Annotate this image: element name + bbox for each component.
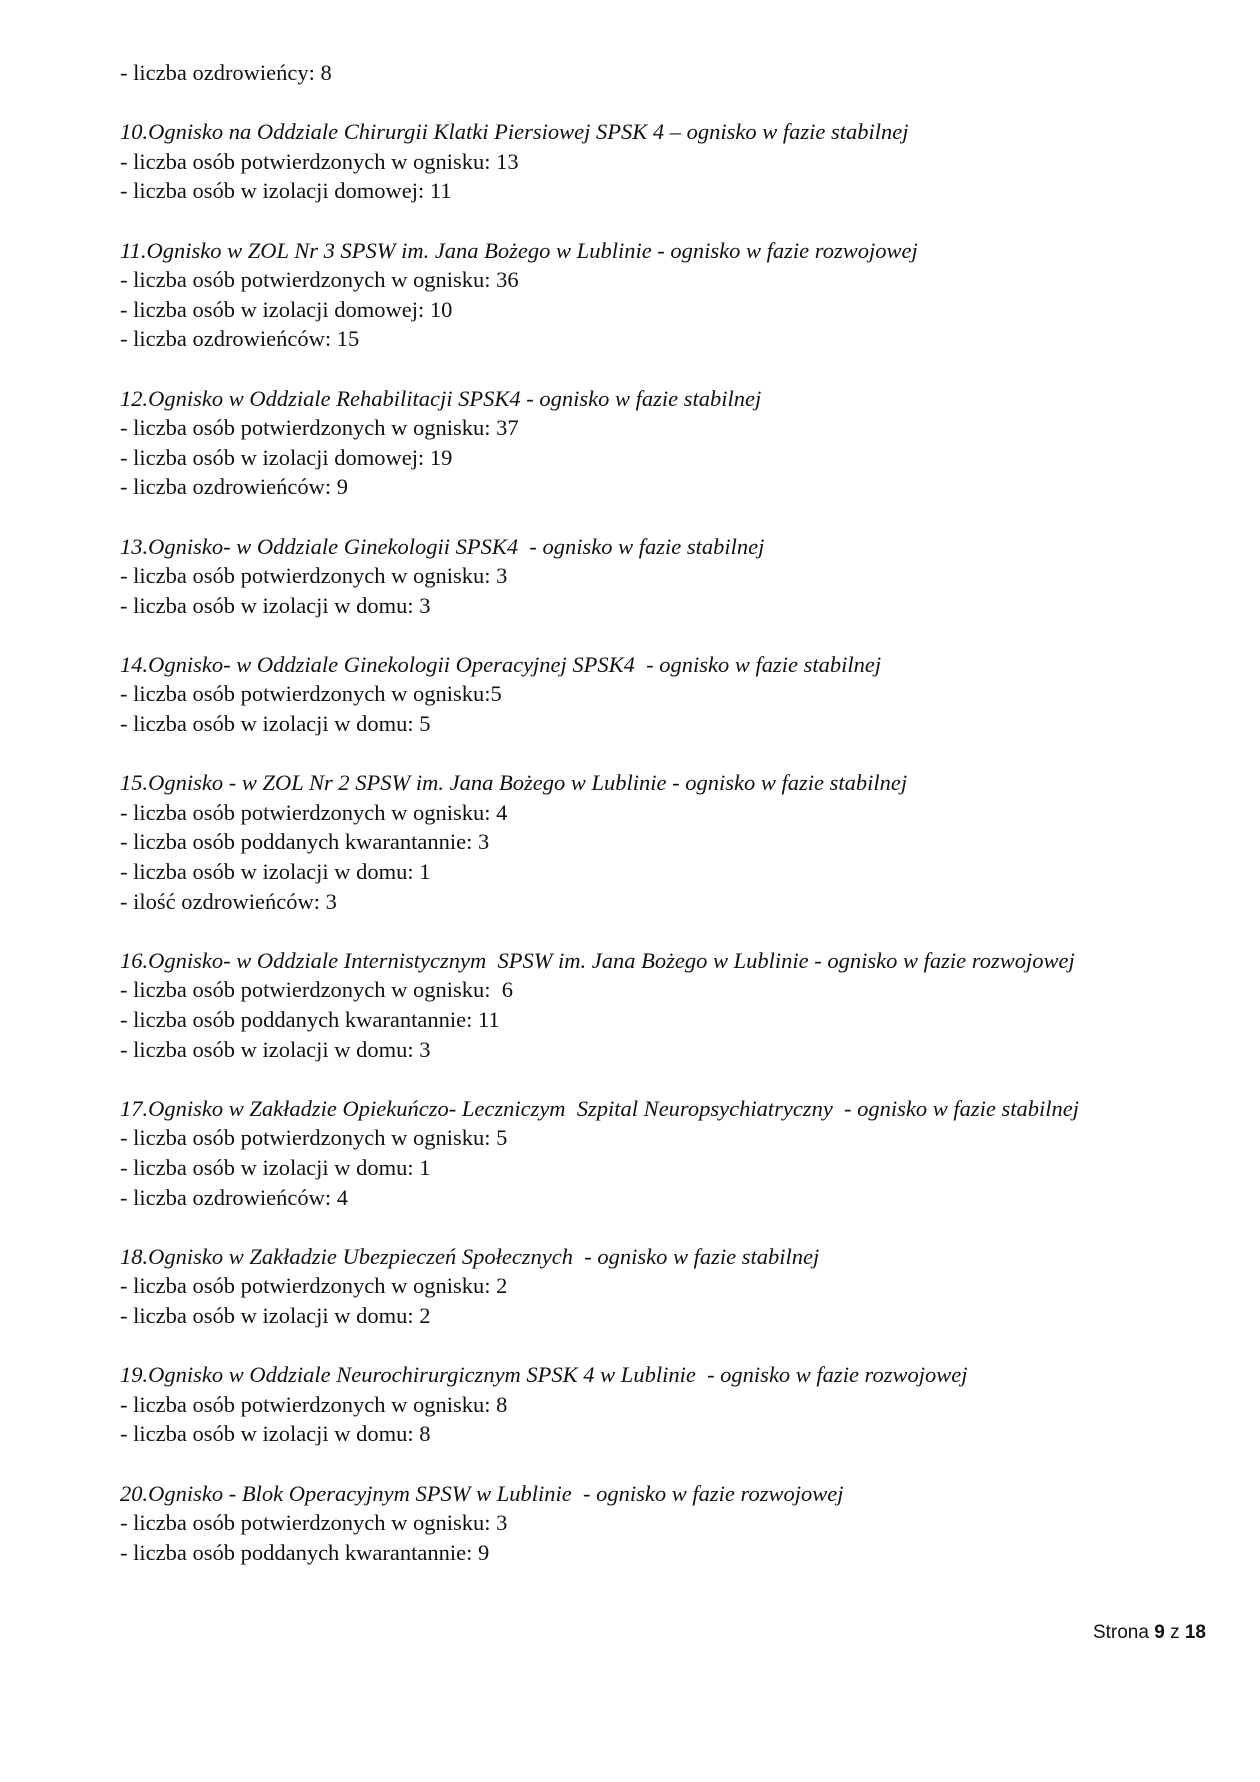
outbreak-stat-line: - liczba osób potwierdzonych w ognisku: 36: [120, 267, 519, 293]
outbreak-list: [120, 117, 1210, 1567]
outbreak-heading: 19.Ognisko w Oddziale Neurochirurgicznym SPSK 4 w Lublinie - ognisko w fazie rozwojowej: [120, 1362, 968, 1388]
outbreak-stat-line: - ilość ozdrowieńców: 3: [120, 888, 337, 914]
footer-current-page: 9: [1154, 1622, 1165, 1643]
outbreak-section: [120, 768, 1210, 916]
page-footer: [1093, 1622, 1206, 1644]
outbreak-stat-line: - liczba osób potwierdzonych w ognisku:5: [120, 681, 502, 707]
outbreak-stat-line: - liczba osób poddanych kwarantannie: 3: [120, 829, 490, 855]
outbreak-section: [120, 117, 1210, 206]
outbreak-stat-line: - liczba osób w izolacji w domu: 3: [120, 1036, 431, 1062]
outbreak-stat-line: - liczba osób w izolacji domowej: 19: [120, 444, 453, 470]
outbreak-section: [120, 1242, 1210, 1331]
outbreak-stat-line: - liczba ozdrowieńców: 4: [120, 1184, 349, 1210]
outbreak-section: [120, 532, 1210, 621]
outbreak-section: [120, 1094, 1210, 1212]
outbreak-section: [120, 946, 1210, 1064]
outbreak-stat-line: - liczba osób poddanych kwarantannie: 11: [120, 1007, 500, 1032]
footer-prefix: Strona: [1092, 1622, 1149, 1643]
outbreak-stat-line: - liczba osób potwierdzonych w ognisku: 2: [120, 1273, 508, 1299]
document-body: [120, 58, 1210, 1597]
outbreak-stat-line: - liczba osób w izolacji w domu: 1: [120, 859, 431, 885]
outbreak-stat-line: - liczba osób potwierdzonych w ognisku: 3: [120, 563, 508, 589]
outbreak-stat-line: - liczba osób w izolacji w domu: 3: [120, 592, 431, 618]
outbreak-heading: 12.Ognisko w Oddziale Rehabilitacji SPSK4 - ognisko w fazie stabilnej: [120, 385, 762, 411]
outbreak-stat-line: - liczba osób potwierdzonych w ognisku: 37: [120, 415, 519, 441]
outbreak-heading: 20.Ognisko - Blok Operacyjnym SPSW w Lublinie - ognisko w fazie rozwojowej: [120, 1480, 844, 1506]
outbreak-stat-line: - liczba osób w izolacji w domu: 8: [120, 1421, 431, 1447]
outbreak-heading: 10.Ognisko na Oddziale Chirurgii Klatki Piersiowej SPSK 4 – ognisko w fazie stabilnej: [120, 119, 909, 145]
outbreak-stat-line: - liczba osób potwierdzonych w ognisku: 6: [120, 977, 514, 1003]
intro-line: - liczba ozdrowieńcy: 8: [120, 60, 332, 85]
outbreak-section: [120, 1479, 1210, 1568]
outbreak-heading: 18.Ognisko w Zakładzie Ubezpieczeń Społecznych - ognisko w fazie stabilnej: [120, 1243, 820, 1269]
outbreak-heading: 17.Ognisko w Zakładzie Opiekuńczo- Leczniczym Szpital Neuropsychiatryczny - ognisko w fazie stabilnej: [120, 1095, 1080, 1121]
outbreak-section: [120, 650, 1210, 739]
outbreak-stat-line: - liczba osób potwierdzonych w ognisku: 4: [120, 799, 508, 825]
outbreak-heading: 11.Ognisko w ZOL Nr 3 SPSW im. Jana Bożego w Lublinie - ognisko w fazie rozwojowej: [120, 237, 918, 263]
outbreak-stat-line: - liczba ozdrowieńców: 15: [120, 326, 360, 352]
outbreak-section: [120, 1360, 1210, 1449]
outbreak-stat-line: - liczba osób w izolacji domowej: 11: [120, 178, 452, 204]
outbreak-section: [120, 236, 1210, 354]
outbreak-stat-line: - liczba osób potwierdzonych w ognisku: 13: [120, 148, 519, 174]
outbreak-stat-line: - liczba osób w izolacji domowej: 10: [120, 296, 453, 322]
outbreak-stat-line: - liczba ozdrowieńców: 9: [120, 474, 349, 500]
outbreak-section: [120, 384, 1210, 502]
outbreak-heading: 16.Ognisko- w Oddziale Internistycznym SPSW im. Jana Bożego w Lublinie - ognisko w fazie rozwojowej: [120, 947, 1075, 973]
footer-separator: z: [1170, 1622, 1180, 1643]
outbreak-stat-line: - liczba osób w izolacji w domu: 1: [120, 1154, 431, 1180]
outbreak-heading: 15.Ognisko - w ZOL Nr 2 SPSW im. Jana Bożego w Lublinie - ognisko w fazie stabilnej: [120, 770, 908, 796]
outbreak-stat-line: - liczba osób potwierdzonych w ognisku: 8: [120, 1391, 508, 1417]
outbreak-stat-line: - liczba osób potwierdzonych w ognisku: 3: [120, 1510, 508, 1536]
outbreak-stat-line: - liczba osób poddanych kwarantannie: 9: [120, 1539, 490, 1565]
outbreak-stat-line: - liczba osób w izolacji w domu: 5: [120, 711, 431, 737]
footer-total-pages: 18: [1184, 1622, 1206, 1643]
outbreak-heading: 13.Ognisko- w Oddziale Ginekologii SPSK4 - ognisko w fazie stabilnej: [120, 533, 765, 559]
outbreak-heading: 14.Ognisko- w Oddziale Ginekologii Operacyjnej SPSK4 - ognisko w fazie stabilnej: [120, 651, 882, 677]
outbreak-stat-line: - liczba osób w izolacji w domu: 2: [120, 1302, 431, 1328]
outbreak-stat-line: - liczba osób potwierdzonych w ognisku: 5: [120, 1125, 508, 1151]
